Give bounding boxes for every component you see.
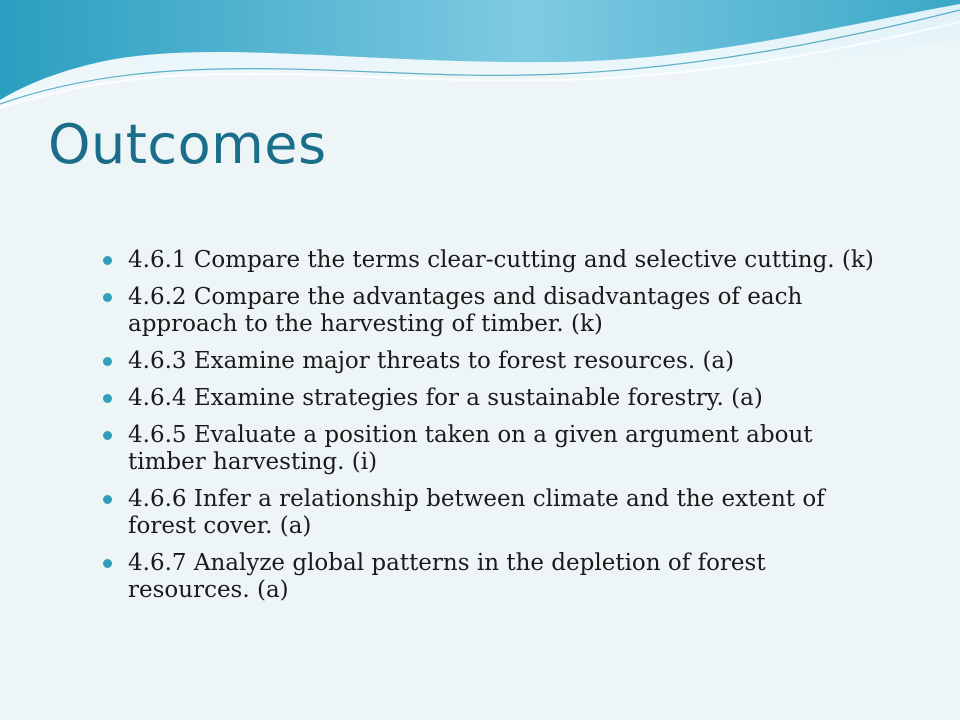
bullet-marker-icon bbox=[103, 495, 112, 504]
list-item-text: 4.6.6 Infer a relationship between climate and the extent of forest cover. (a) bbox=[128, 486, 825, 539]
bullet-marker-icon bbox=[103, 431, 112, 440]
list-item-text: 4.6.4 Examine strategies for a sustainable forestry. (a) bbox=[128, 385, 763, 411]
slide-title: Outcomes bbox=[48, 113, 327, 176]
bullet-marker-icon bbox=[103, 559, 112, 568]
header-wave-decoration bbox=[0, 0, 960, 120]
list-item bbox=[103, 348, 893, 375]
outcomes-list bbox=[103, 247, 893, 614]
list-item-text: 4.6.7 Analyze global patterns in the depletion of forest resources. (a) bbox=[128, 550, 766, 603]
list-item bbox=[103, 385, 893, 412]
bullet-marker-icon bbox=[103, 256, 112, 265]
list-item-text: 4.6.5 Evaluate a position taken on a given argument about timber harvesting. (i) bbox=[128, 422, 813, 475]
list-item bbox=[103, 284, 893, 338]
list-item bbox=[103, 247, 893, 274]
bullet-marker-icon bbox=[103, 357, 112, 366]
list-item bbox=[103, 486, 893, 540]
list-item-text: 4.6.3 Examine major threats to forest resources. (a) bbox=[128, 348, 735, 374]
list-item-text: 4.6.2 Compare the advantages and disadvantages of each approach to the harvesting of timber. (k) bbox=[128, 284, 803, 337]
list-item-text: 4.6.1 Compare the terms clear-cutting and selective cutting. (k) bbox=[128, 247, 874, 273]
bullet-marker-icon bbox=[103, 293, 112, 302]
bullet-marker-icon bbox=[103, 394, 112, 403]
list-item bbox=[103, 422, 893, 476]
list-item bbox=[103, 550, 893, 604]
